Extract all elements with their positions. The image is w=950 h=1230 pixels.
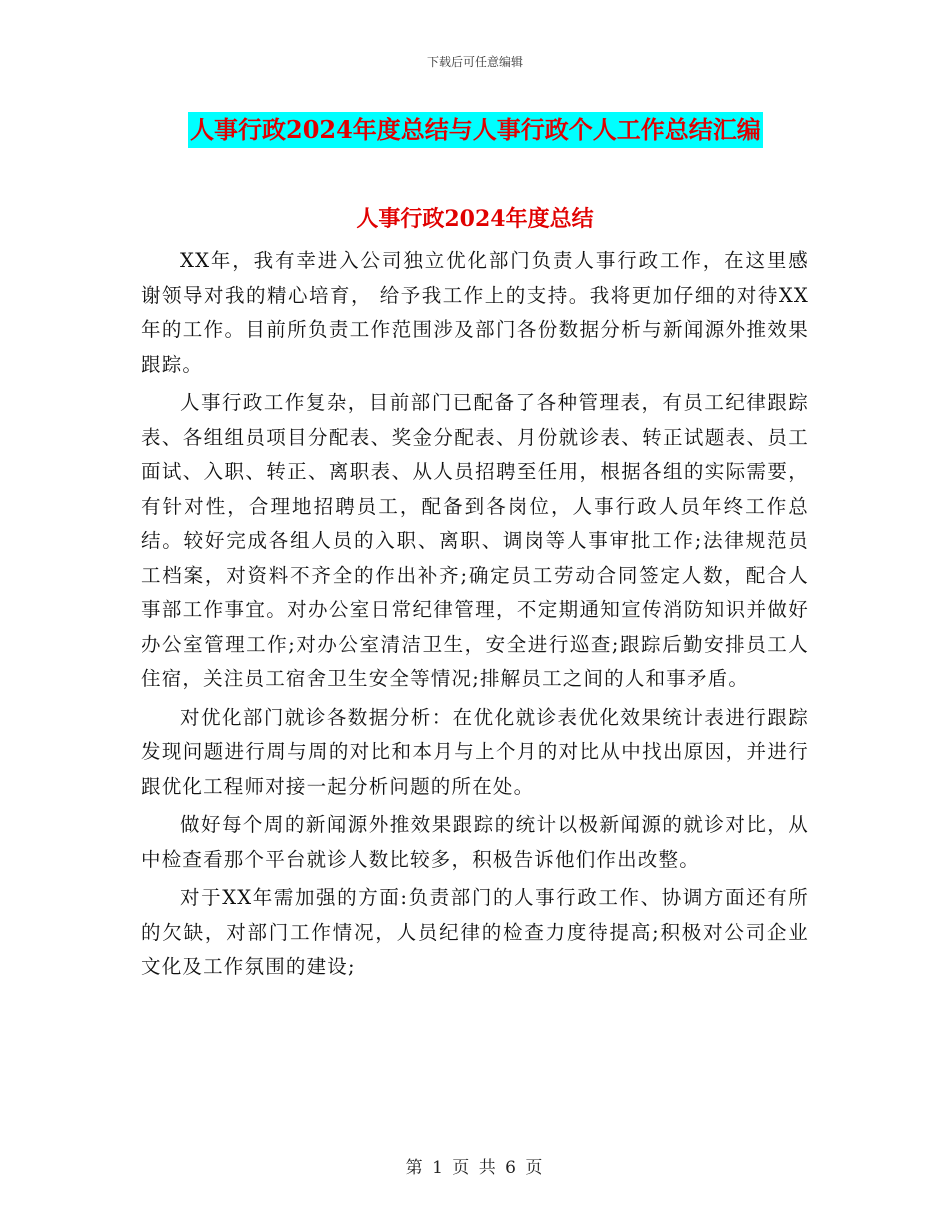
- header-note: 下载后可任意编辑: [426, 55, 523, 69]
- paragraph: 人事行政工作复杂，目前部门已配备了各种管理表，有员工纪律跟踪表、各组组员项目分配表、奖金分配表、月份就诊表、转正试题表、员工面试、入职、转正、离职表、从人员招聘至任用，根据各组的实际需要，有针对性，合理地招聘员工，配备到各岗位，人事行政人员年终工作总结。较好完成各组人员的入职、离职、调岗等人事审批工作;法律规范员工档案，对资料不齐全的作出补齐;确定员工劳动合同签定人数，配合人事部工作事宜。对办公室日常纪律管理，不定期通知宣传消防知识并做好办公室管理工作;对办公室清洁卫生，安全进行巡查;跟踪后勤安排员工人住宿，关注员工宿舍卫生安全等情况;排解员工之间的人和事矛盾。: [141, 391, 809, 690]
- section-title: 人事行政2024年度总结: [356, 206, 594, 232]
- paragraph: XX年，我有幸进入公司独立优化部门负责人事行政工作，在这里感谢领导对我的精心培育， 给予我工作上的支持。我将更加仔细的对待XX年的工作。目前所负责工作范围涉及部门各份数据分析与新闻源外推效果跟踪。: [141, 249, 809, 376]
- paragraph: 对于XX年需加强的方面:负责部门的人事行政工作、协调方面还有所的欠缺，对部门工作情况，人员纪律的检查力度待提高;积极对公司企业文化及工作氛围的建设;: [141, 886, 809, 978]
- document-title: 人事行政2024年度总结与人事行政个人工作总结汇编: [188, 112, 763, 148]
- paragraph: 对优化部门就诊各数据分析：在优化就诊表优化效果统计表进行跟踪发现问题进行周与周的对比和本月与上个月的对比从中找出原因，并进行跟优化工程师对接一起分析问题的所在处。: [141, 705, 809, 798]
- paragraph: 做好每个周的新闻源外推效果跟踪的统计以极新闻源的就诊对比，从中检查看那个平台就诊人数比较多，积极告诉他们作出改整。: [141, 813, 809, 871]
- page-number: 第 1 页 共 6 页: [405, 1158, 545, 1178]
- document-body: [141, 244, 809, 989]
